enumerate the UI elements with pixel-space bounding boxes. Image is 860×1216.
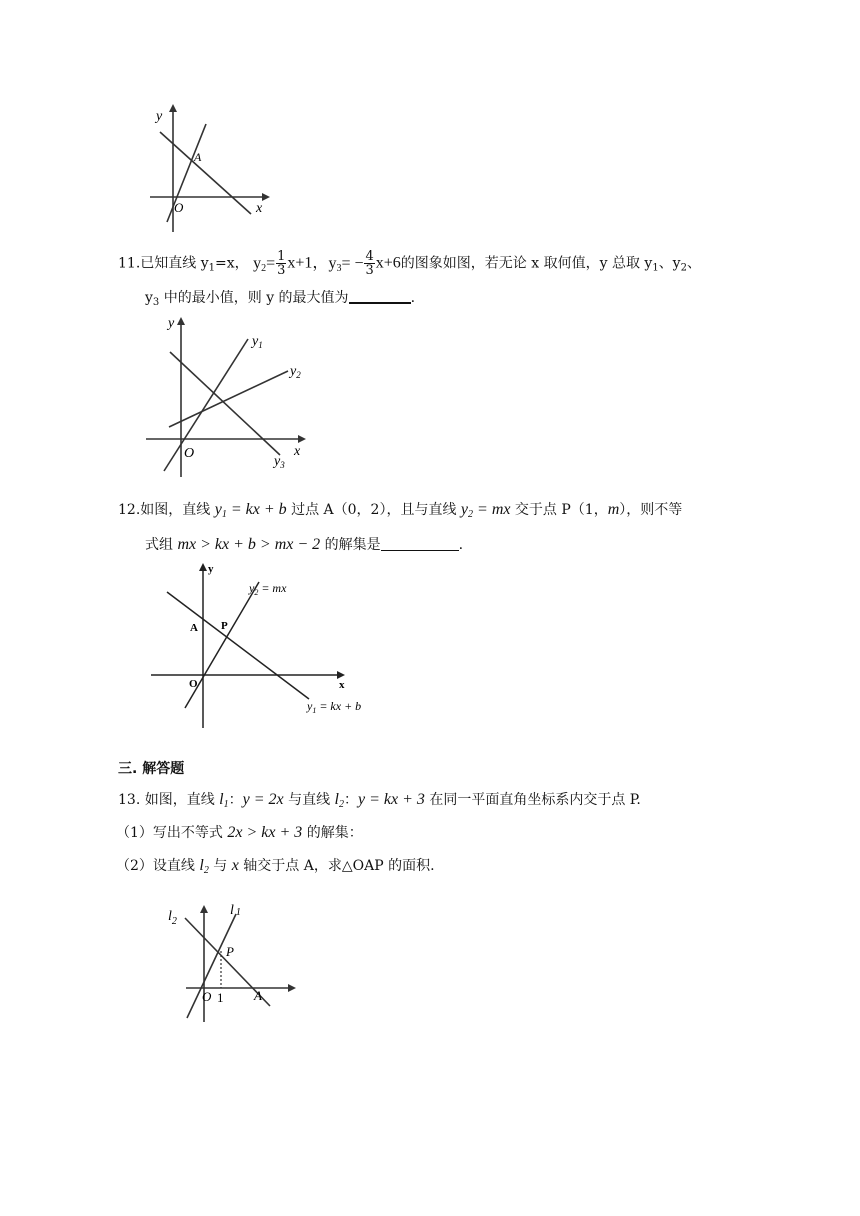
y-axis-label: y [208,563,214,575]
x-axis-label: x [339,679,345,691]
line-l1-symbol: $l_1$ [219,791,229,810]
question-12-line-1: 12.如图，直线 $y_1$ = kx + b 过点 A（0，2），且与直线 $y_2$ = mx 交于点 P（1，m），则不等 [118,501,683,520]
answer-blank[interactable] [381,536,459,551]
tick-label-1: 1 [217,990,224,1005]
line-l1 [187,914,236,1018]
section-title: 三. 解答题 [118,761,185,777]
x-axis-arrow [288,984,296,992]
line-y1-label: $y_1$ = kx + b [307,699,362,715]
question-12-line-2: 式组 mx > kx + b > mx − 2 的解集是 . [145,536,464,553]
question-11-line-2: $y_3$ 中的最小值，则 y 的最大值为 . [145,290,416,308]
line-l2-label: $l_2$ [168,909,177,927]
inequality-system: mx > kx + b > mx − 2 [177,536,321,553]
fraction-one-third: $\frac{1}{3}$ [277,249,286,278]
origin-label: O [184,446,195,461]
y3-symbol: $y_3=$ − [328,254,364,274]
question-13-part-2: （2）设直线 $l_2$ 与 x 轴交于点 A，求△OAP 的面积. [116,857,435,876]
origin-label: O [202,989,212,1004]
x-axis-label: x [256,201,263,216]
line-y2-label: $y_2$ [290,364,301,380]
point-a-label: A [190,622,198,634]
y1-equation: $y_1$ = kx + b [214,501,287,520]
y2-symbol: $y_2=$ [253,254,276,274]
line-l1-label: l 1 [230,903,241,918]
y-axis-arrow [200,905,208,913]
figure-q13 [160,898,310,1028]
y-axis-label: y [156,109,163,124]
question-number: 11. [118,255,141,272]
figure-q11 [140,305,320,480]
figure-q10 [140,100,280,240]
question-13-part-1: （1）写出不等式 2x > kx + 3 的解集： [116,824,363,841]
y-axis-label: y [168,316,175,331]
line-y1-label: $y_1$ [252,334,263,350]
point-a-label: A [254,988,262,1003]
question-number: 13. [118,792,141,808]
fraction-four-thirds: $\frac{4}{3}$ [365,249,374,278]
y-axis-arrow [199,563,207,571]
question-13-line-1: 13. 如图，直线 $l_1$：y = 2x 与直线 $l_2$：y = kx + 3 在同一平面直角坐标系内交于点 P. [118,791,641,810]
origin-label: O [174,200,184,215]
question-11-line-1: 11.已知直线 $y_1=x$， $y_2=$ $\frac{1}{3}$ x+1，$y_3=$ − $\frac{4}{3}$ x+6的图象如图，若无论 x 取何值，y 总取 $y_1$、$y_2$、 [118,249,701,278]
origin-label: O [189,678,198,690]
y-axis-arrow [169,104,177,112]
line-y2 [169,371,288,427]
x-axis-label: x [294,444,301,459]
x-axis-arrow [262,193,270,201]
line-l2-symbol: $l_2$ [334,791,344,810]
y2-equation: $y_2$ = mx [460,501,511,520]
line-y3-label: $y_3$ [274,454,285,470]
question-number: 12. [118,502,141,518]
y-axis-arrow [177,317,185,325]
point-p-label: P [221,620,228,632]
figure-q12 [145,558,385,733]
answer-blank[interactable] [349,288,411,304]
line-y2-label: $y_2$ = mx [249,581,287,597]
x-axis-arrow [298,435,306,443]
point-p-label: P [226,944,234,959]
point-a-label: A [194,150,202,164]
x-axis-arrow [337,671,345,679]
